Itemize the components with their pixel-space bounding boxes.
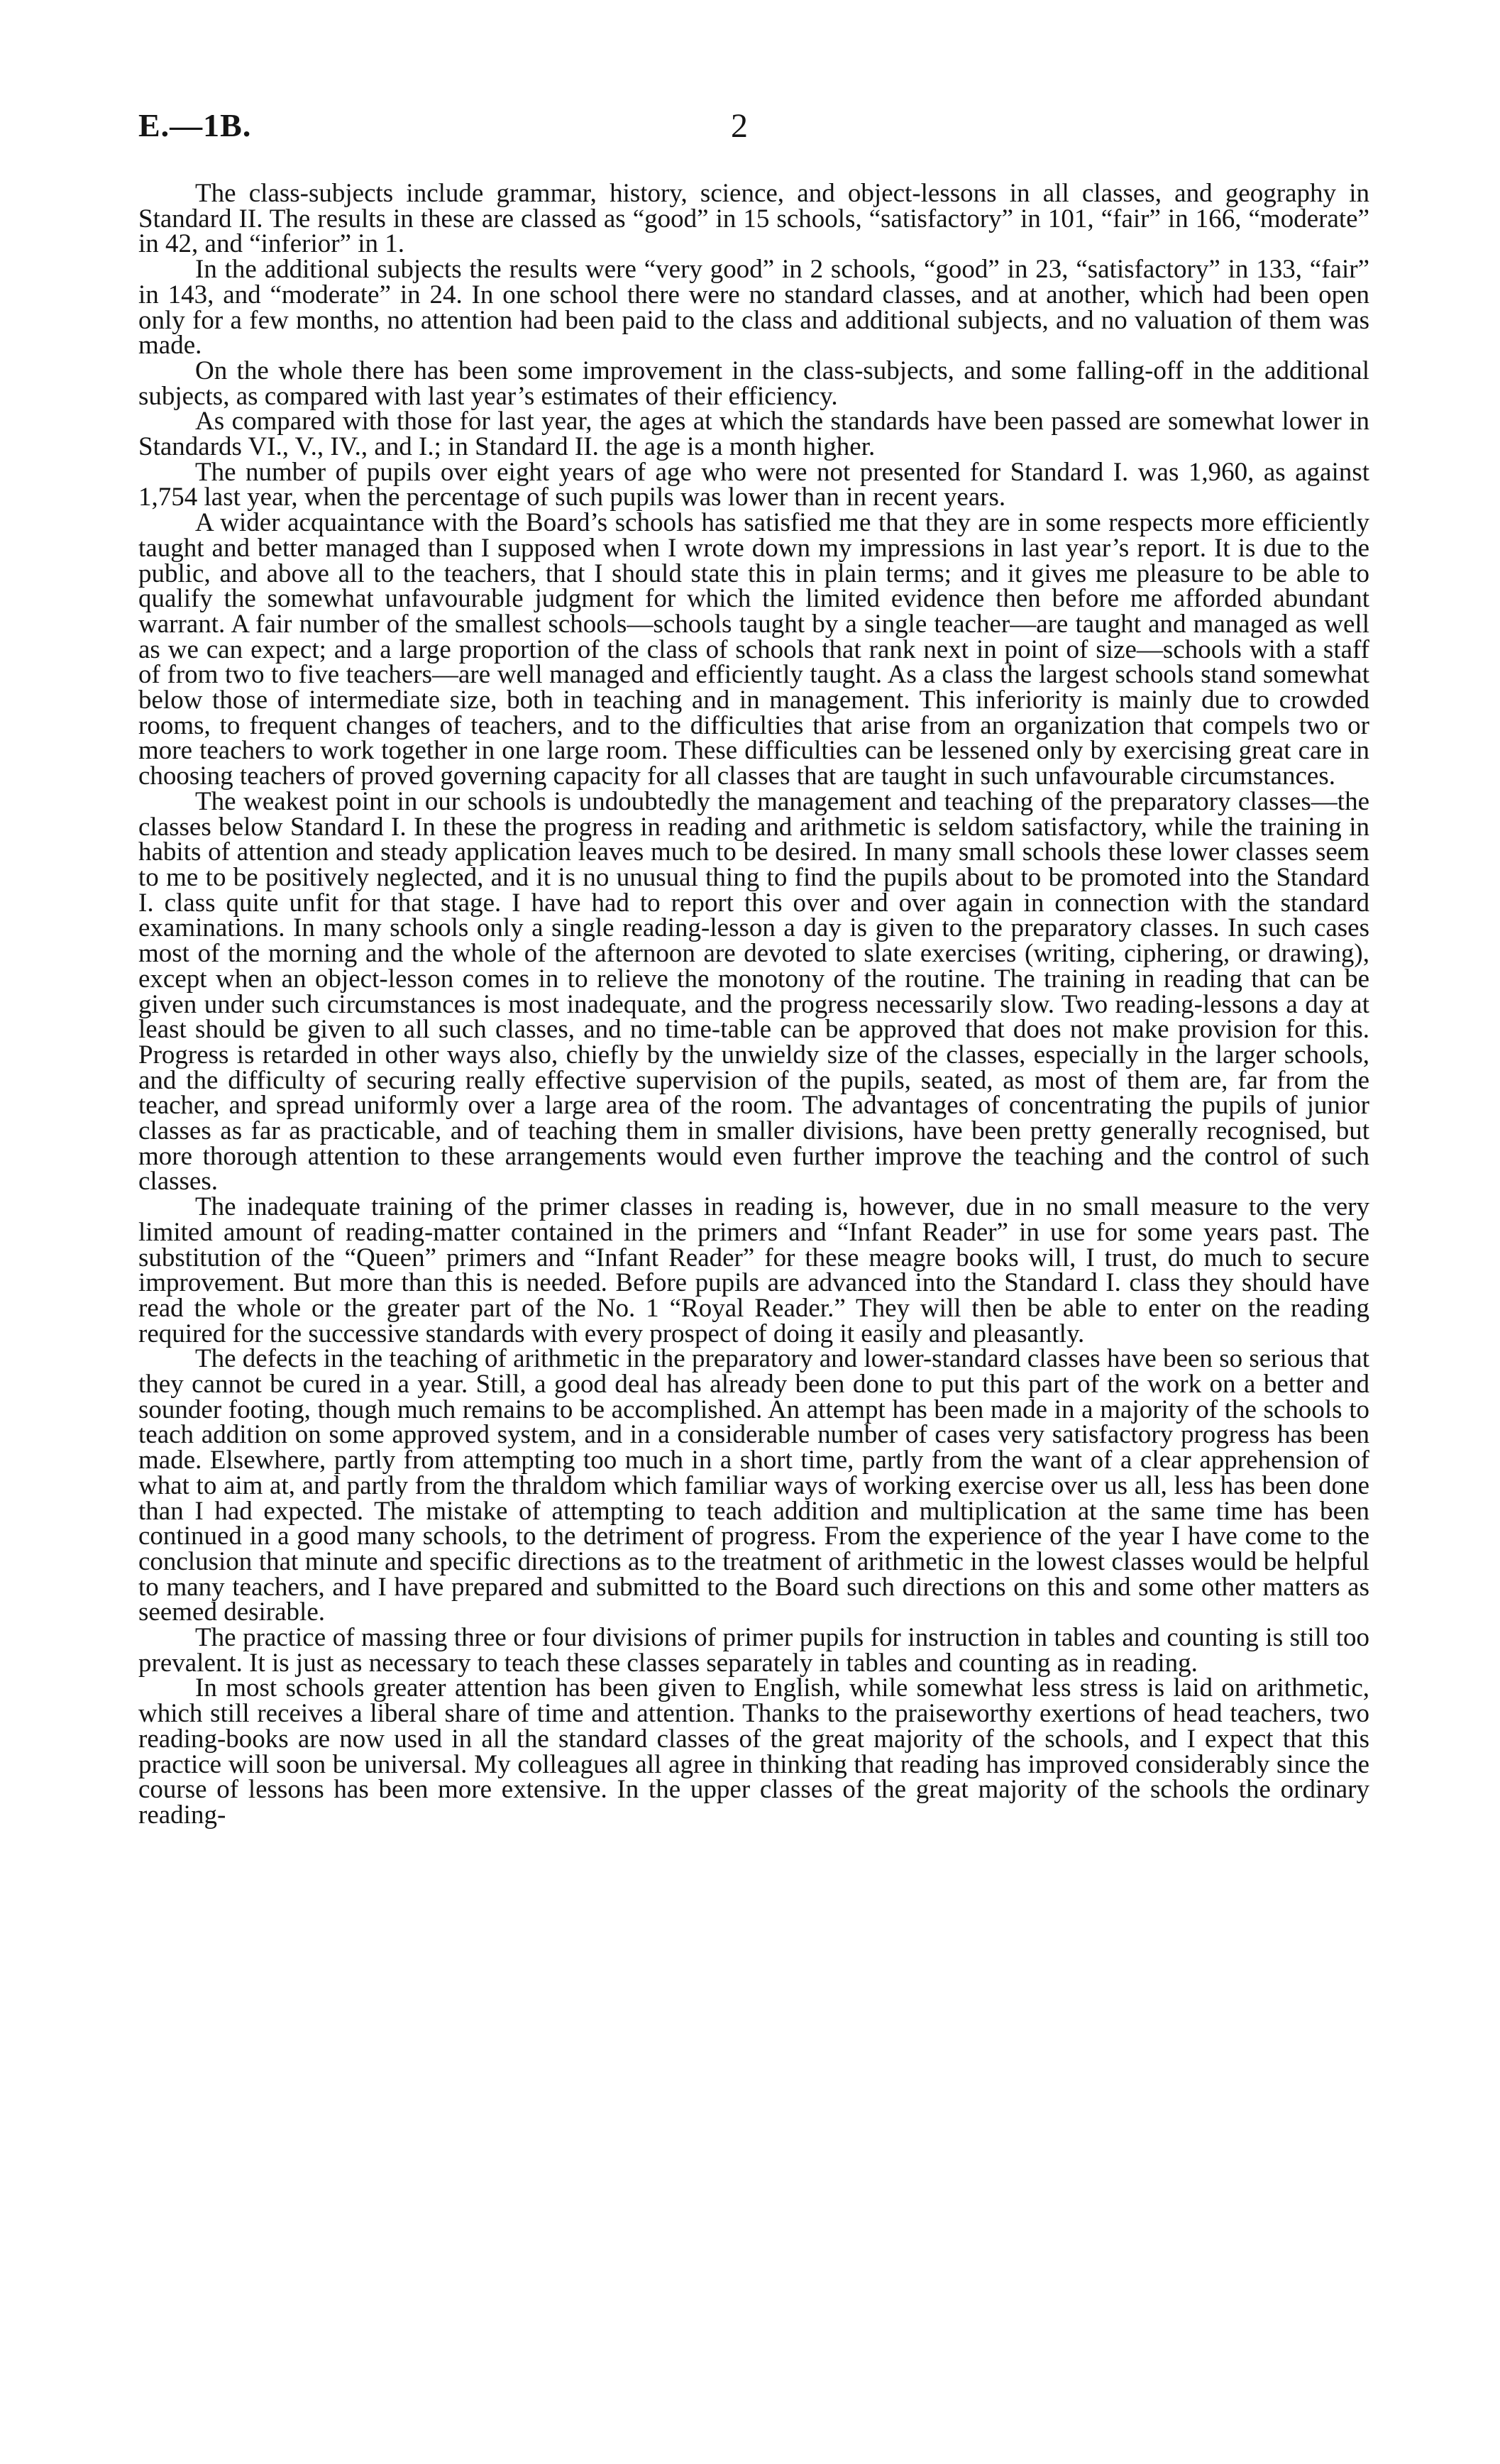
paragraph-primer-reading: The inadequate training of the primer classes in reading is, however, due in no small measure to the very limited amount of reading-matter contained in the primers and “Infant Reader” in use for some years past. The substitution of the “Queen” primers and “Infant Reader” for these meagre books will, I trust, do much to secure improvement. But more than this is needed. Before pupils are advanced into the Standard I. class they should have read the whole or the greater part of the No. 1 “Royal Reader.” They will then be able to enter on the reading required for the successive standards with every prospect of doing it easily and pleasantly. [138, 1192, 1369, 1348]
document-body [138, 181, 1369, 1828]
paragraph-improvement: On the whole there has been some improvement in the class-subjects, and some falling-off in the additional subjects, as compared with last year’s estimates of their efficiency. [138, 356, 1369, 411]
paragraph-arithmetic-defects: The defects in the teaching of arithmetic in the preparatory and lower-standard classes have been so serious that they cannot be cured in a year. Still, a good deal has already been done to put this part of the work on a better and sounder footing, though much remains to be accomplished. An attempt has been made in a majority of the schools to teach addition on some approved system, and in a considerable number of cases very satisfactory progress has been made. Elsewhere, partly from attempting too much in a short time, partly from the want of a clear apprehension of what to aim at, and partly from the thraldom which familiar ways of working exercise over us all, less has been done than I had expected. The mistake of attempting to teach addition and multiplication at the same time has been continued in a good many schools, to the detriment of progress. From the experience of the year I have come to the conclusion that minute and specific directions as to the treatment of arithmetic in the lowest classes would be helpful to many teachers, and I have prepared and submitted to the Board such directions on this and some other matters as seemed desirable. [138, 1344, 1369, 1627]
paragraph-ages: As compared with those for last year, the ages at which the standards have been passed are somewhat lower in Standards VI., V., IV., and I.; in Standard II. the age is a month higher. [138, 407, 1369, 462]
paragraph-english: In most schools greater attention has been given to English, while somewhat less stress is laid on arithmetic, which still receives a liberal share of time and attention. Thanks to the praiseworthy exertions of head teachers, two reading-books are now used in all the standard classes of the great majority of the schools, and I expect that this practice will soon be universal. My colleagues all agree in thinking that reading has improved considerably since the course of lessons has been more extensive. In the upper classes of the great majority of the schools the ordinary reading- [138, 1673, 1369, 1830]
document-code: E.—1B. [138, 107, 252, 143]
page-header [138, 106, 1369, 149]
page-number: 2 [731, 107, 748, 145]
paragraph-massing-divisions: The practice of massing three or four divisions of primer pupils for instruction in tables and counting is still too prevalent. It is just as necessary to teach these classes separately in tables and counting as in reading. [138, 1623, 1369, 1678]
paragraph-class-subjects: The class-subjects include grammar, history, science, and object-lessons in all classes, and geography in Standard II. The results in these are classed as “good” in 15 schools, “satisfactory” in 101, “fair” in 166, “moderate” in 42, and “inferior” in 1. [138, 179, 1369, 259]
paragraph-pupils-not-presented: The number of pupils over eight years of age who were not presented for Standard I. was 1,960, as against 1,754 last year, when the percentage of such pupils was lower than in recent years. [138, 457, 1369, 512]
paragraph-weakest-point: The weakest point in our schools is undoubtedly the management and teaching of the preparatory classes—the classes below Standard I. In these the progress in reading and arithmetic is seldom satisfactory, while the training in habits of attention and steady application leaves much to be desired. In many small schools these lower classes seem to me to be positively neglected, and it is no unusual thing to find the pupils about to be promoted into the Standard I. class quite unfit for that stage. I have had to report this over and over again in connection with the standard examinations. In many schools only a single reading-lesson a day is given to the preparatory classes. In such cases most of the morning and the whole of the afternoon are devoted to slate exercises (writing, ciphering, or drawing), except when an object-lesson comes in to relieve the monotony of the routine. The training in reading that can be given under such circumstances is most inadequate, and the progress necessarily slow. Two reading-lessons a day at least should be given to all such classes, and no time-table can be approved that does not make provision for this. Progress is retarded in other ways also, chiefly by the unwieldy size of the classes, especially in the larger schools, and the difficulty of securing really effective supervision of the pupils, seated, as most of them are, far from the teacher, and spread uniformly over a large area of the room. The advantages of concentrating the pupils of junior classes as far as practicable, and of teaching them in smaller divisions, have been pretty generally recognised, but more thorough attention to these arrangements would even further improve the teaching and the control of such classes. [138, 786, 1369, 1197]
paragraph-additional-subjects: In the additional subjects the results were “very good” in 2 schools, “good” in 23, “satisfactory” in 133, “fair” in 143, and “moderate” in 24. In one school there were no standard classes, and at another, which had been open only for a few months, no attention had been paid to the class and additional subjects, and no valuation of them was made. [138, 255, 1369, 361]
paragraph-wider-acquaintance: A wider acquaintance with the Board’s schools has satisfied me that they are in some respects more efficiently taught and better managed than I supposed when I wrote down my impressions in last year’s report. It is due to the public, and above all to the teachers, that I should state this in plain terms; and it gives me pleasure to be able to qualify the somewhat unfavourable judgment for which the limited evidence then before me afforded abundant warrant. A fair number of the smallest schools—schools taught by a single teacher—are taught and managed as well as we can expect; and a large proportion of the class of schools that rank next in point of size—schools with a staff of from two to five teachers—are well managed and efficiently taught. As a class the largest schools stand somewhat below those of intermediate size, both in teaching and in management. This inferiority is mainly due to crowded rooms, to frequent changes of teachers, and to the difficulties that arise from an organization that compels two or more teachers to work together in one large room. These difficulties can be lessened only by exercising great care in choosing teachers of proved governing capacity for all classes that are taught in such unfavourable circumstances. [138, 508, 1369, 791]
